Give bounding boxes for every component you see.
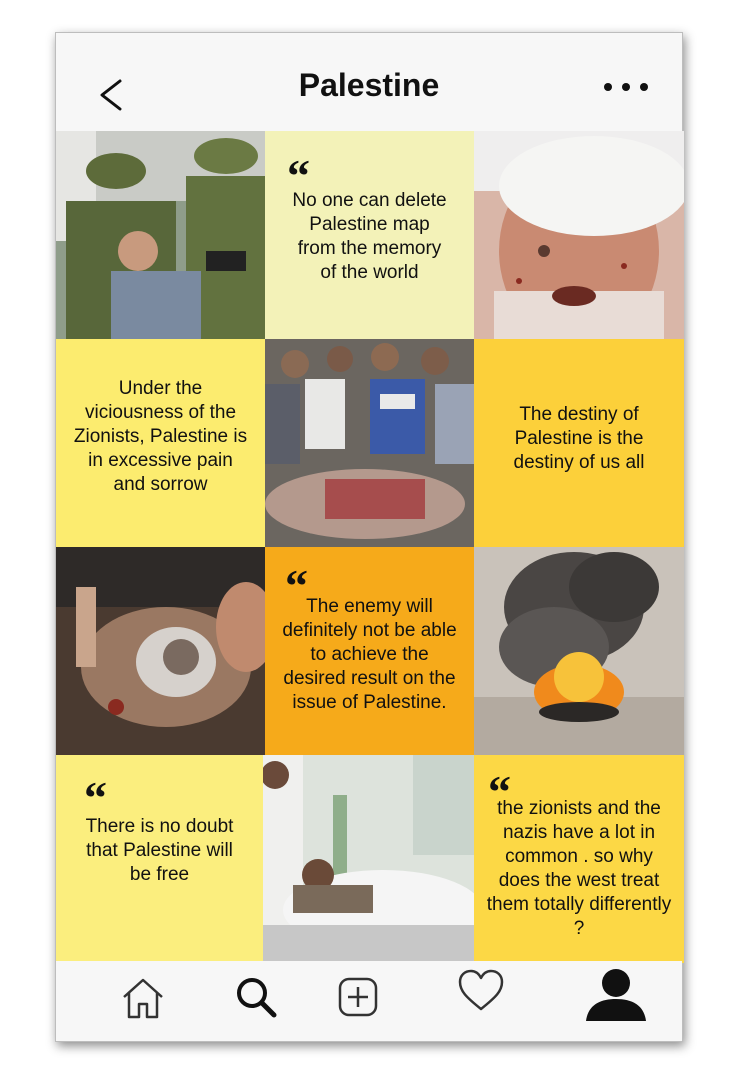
search-icon bbox=[232, 973, 282, 1023]
post-tile-photo[interactable] bbox=[56, 131, 265, 339]
photo-burning-tire bbox=[474, 547, 684, 755]
post-text: the zionists and the nazis have a lot in common . so why does the west treat them totally differently ? bbox=[486, 798, 672, 939]
quote-mark-icon: “ bbox=[84, 772, 107, 823]
phone-frame bbox=[55, 32, 683, 1042]
post-tile-quote[interactable] bbox=[265, 547, 474, 755]
nav-profile-button[interactable] bbox=[584, 967, 648, 1023]
post-tile-photo[interactable] bbox=[265, 339, 474, 547]
page-title: Palestine bbox=[298, 67, 440, 103]
post-tile-text[interactable] bbox=[56, 339, 265, 547]
header-bar bbox=[56, 33, 682, 131]
post-tile-photo[interactable] bbox=[263, 755, 474, 963]
post-text: No one can delete Palestine map from the memory of the world bbox=[292, 190, 447, 283]
post-tile-photo[interactable] bbox=[56, 547, 265, 755]
post-tile-photo[interactable] bbox=[474, 131, 684, 339]
bottom-nav bbox=[56, 961, 682, 1041]
nav-home-button[interactable] bbox=[118, 973, 168, 1023]
more-options-button[interactable] bbox=[600, 77, 652, 97]
post-tile-text[interactable] bbox=[474, 339, 684, 547]
post-text: The enemy will definitely not be able to achieve the desired result on the issue of Palestine. bbox=[282, 596, 457, 713]
quote-mark-icon: “ bbox=[285, 560, 308, 611]
post-text: The destiny of Palestine is the destiny of us all bbox=[513, 404, 645, 473]
post-tile-quote[interactable] bbox=[56, 755, 263, 963]
home-icon bbox=[118, 973, 168, 1023]
post-tile-quote[interactable] bbox=[474, 755, 684, 963]
photo-injured-child bbox=[474, 131, 684, 339]
post-tile-quote[interactable] bbox=[265, 131, 474, 339]
heart-icon bbox=[456, 967, 506, 1017]
post-text: Under the viciousness of the Zionists, Palestine is in excessive pain and sorrow bbox=[73, 378, 248, 495]
more-horizontal-icon bbox=[600, 77, 652, 97]
nav-add-post-button[interactable] bbox=[334, 973, 384, 1023]
profile-icon bbox=[584, 967, 648, 1023]
quote-mark-icon: “ bbox=[287, 150, 310, 201]
nav-activity-button[interactable] bbox=[456, 967, 506, 1017]
photo-soldiers-arrest bbox=[56, 131, 265, 339]
photo-injured-man bbox=[56, 547, 265, 755]
post-grid bbox=[56, 131, 684, 963]
photo-hospital-bed bbox=[263, 755, 474, 963]
photo-crowd-funeral bbox=[265, 339, 474, 547]
quote-mark-icon: “ bbox=[488, 766, 511, 817]
post-tile-photo[interactable] bbox=[474, 547, 684, 755]
add-post-icon bbox=[334, 973, 384, 1023]
nav-search-button[interactable] bbox=[232, 973, 282, 1023]
post-text: There is no doubt that Palestine will be free bbox=[85, 816, 234, 885]
